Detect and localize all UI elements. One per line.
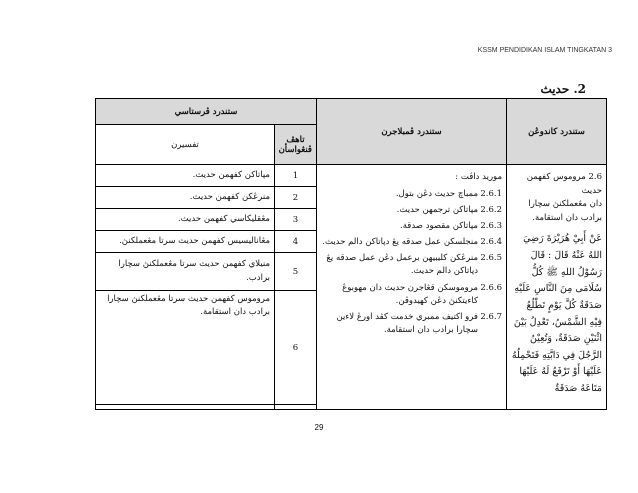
content-standard-cell [507,165,607,410]
performance-description-empty [96,405,275,410]
learning-item [321,311,502,337]
learning-item [321,282,502,308]
header-learning-standard: ستندرد ڤمبلاجرن [317,99,507,165]
section-title: 2. حديث [540,82,586,96]
content-line-1 [511,171,602,198]
performance-level: 5 [275,253,317,291]
learning-item-number: 2.6.4 [480,237,502,248]
performance-description: مروموس كفهمن حديث سرتا مڠعملكنڽ سچارا برادب دان استقامة. [96,291,275,405]
learning-standard-cell [317,165,507,410]
header-description: تفسيرن [96,125,275,165]
learning-item [321,188,502,201]
performance-level: 4 [275,231,317,253]
learning-intro: موريد داڤت : [455,172,502,182]
performance-description: منيلاي كفهمن حديث سرتا مڠعملكنڽ سچارا برادب. [96,253,275,291]
curriculum-table [95,98,607,410]
performance-level: 2 [275,187,317,209]
performance-description: مڽاتاكن كفهمن حديث. [96,165,275,187]
learning-item-number: 2.6.5 [480,253,502,264]
learning-item-text: مڽاتاكن مقصود صدقة. [400,220,478,231]
learning-item [321,204,502,217]
learning-item-text: منرڠكن كليبيهن برعمل دڠن عمل صدقه يڠ دڽاتاكن دالم حديث. [326,253,478,277]
content-line-3: برادب دان استقامة. [532,212,602,223]
performance-description: منرڠكن كفهمن حديث. [96,187,275,209]
header-performance-standard: ستندرد ڤرستاسي [96,99,317,125]
learning-item-text: مروموسكن قڠاجرن حديث دان مهوبوڠ كاءيتكنڽ دڠن كهيدوڤن. [342,282,478,306]
performance-level: 1 [275,165,317,187]
learning-item-number: 2.6.3 [480,220,502,231]
performance-description: مڠقليكاسي كفهمن حديث. [96,209,275,231]
performance-level-empty [275,405,317,410]
learning-item [321,236,502,249]
performance-level: 3 [275,209,317,231]
learning-item-number: 2.6.7 [480,311,502,322]
learning-item [321,252,502,278]
header-level: تاهڤ ڤنڠواسأن [275,125,317,165]
content-line-2: دان مڠعملكنڽ سچارا [528,199,602,210]
page-number: 29 [314,423,324,432]
document-header: KSSM PENDIDIKAN ISLAM TINGKATAN 3 [477,47,612,54]
content-number: 2.6 [588,172,602,182]
learning-item-text: منجلسكن عمل صدقه يڠ دڽاتاكن دالم حديث. [322,237,478,248]
learning-item-number: 2.6.1 [480,188,502,199]
learning-item-number: 2.6.2 [480,204,502,215]
performance-description: مڠاناليسيس كفهمن حديث سرتا مڠعملكنڽ. [96,231,275,253]
header-content-standard: ستندرد كاندوڠن [507,99,607,165]
performance-level: 6 [275,291,317,405]
hadith-arabic-text: عَنْ أَبِيْ هُرَيْرَةَ رَضِيَ اللهُ عَنْهُ قَالَ : قَالَ رَسُوْلُ اللهِ ﷺ كُلُّ سُلَامَى مِنَ النَّاسِ عَلَيْهِ صَدَقَةٌ كُلَّ يَوْمٍ تَطْلُعُ فِيْهِ الشَّمْسُ، تَعْدِلُ بَيْنَ اثْنَيْنِ صَدَقَةٌ، وَتُعِيْنُ الرَّجُلَ فِي دَابَّتِهِ فَتَحْمِلُهُ عَلَيْهَا أَوْ تَرْفَعُ لَهُ عَلَيْهَا مَتَاعَهُ صَدَقَةٌ [511,233,602,394]
content-line-1-text: مروموس كفهمن حديث [526,172,602,196]
learning-item [321,220,502,233]
learning-item-text: مڽاتاكن ترجمهن حديث. [396,204,478,215]
learning-item-text: ممباچ حديث دڠن بتول. [395,188,478,199]
learning-item-number: 2.6.6 [480,282,502,293]
learning-item-text: فرو اكتيف ممبري خدمت كڤد اورڠ لاءين سچارا برادب دان استقامة. [336,311,478,336]
